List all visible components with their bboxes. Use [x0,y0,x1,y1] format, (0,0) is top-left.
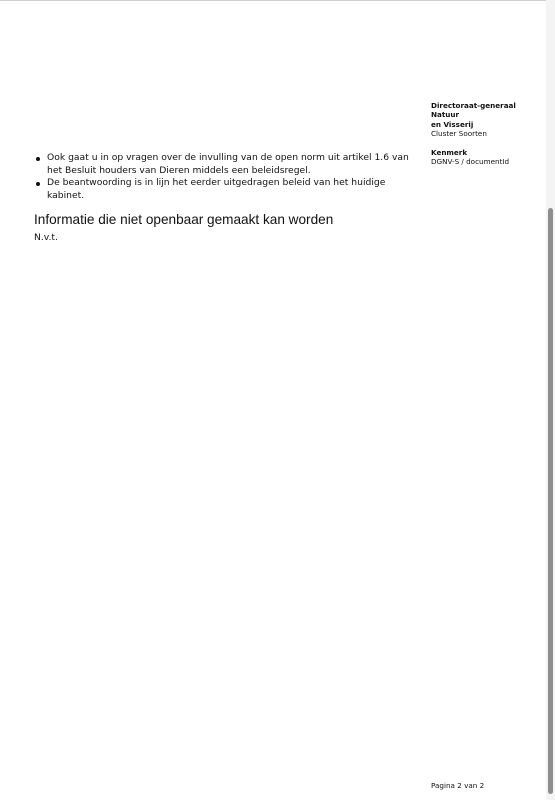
section-body-text: N.v.t. [34,232,58,243]
vertical-scrollbar-track[interactable] [546,0,555,800]
cluster-name: Cluster Soorten [431,128,487,138]
list-item [33,177,425,202]
bullet-text: De beantwoording is in lijn het eerder uitgedragen beleid van het huidige kabinet. [47,177,386,201]
section-heading: Informatie die niet openbaar gemaakt kan worden [34,212,334,227]
bullet-icon [36,157,40,161]
bullet-text: Ook gaat u in op vragen over de invulling van de open norm uit artikel 1.6 van het Besluit houders van Dieren middels een beleidsregel. [47,152,409,176]
organization-name: Directoraat-generaal Natuur en Visserij [431,101,516,129]
bullet-icon [36,182,40,186]
kenmerk-label: Kenmerk [431,148,468,158]
kenmerk-value: DGNV-S / documentId [431,157,510,167]
document-sidebar [431,101,543,167]
list-item [33,152,425,177]
bullet-list [33,152,425,202]
page-top-border [0,0,555,1]
page-number: Pagina 2 van 2 [431,781,485,790]
vertical-scrollbar-thumb[interactable] [548,208,553,794]
